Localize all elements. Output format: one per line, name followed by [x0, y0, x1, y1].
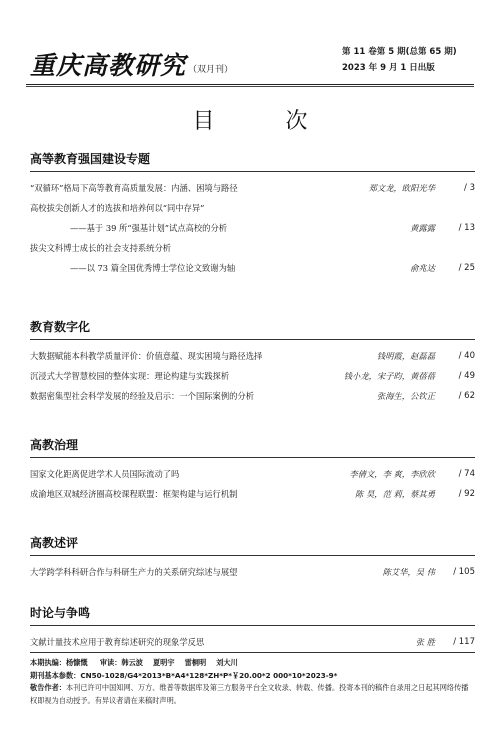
toc-entry	[30, 178, 475, 198]
entry-title: “双循环”格局下高等教育高质量发展：内涵、困境与路径	[30, 183, 238, 193]
params-label: 期刊基本参数：	[30, 670, 81, 680]
entry-page-number: / 13	[458, 223, 475, 233]
editor-name: 杨慷慨	[65, 658, 88, 667]
entry-title: ——基于 39 所“强基计划”试点高校的分析	[70, 223, 228, 233]
toc-entry-subtitle	[30, 258, 475, 278]
entry-title: 国家文化距离促进学术人员国际流动了吗	[30, 469, 180, 479]
section-title: 高教治理	[30, 436, 475, 458]
issue-volume: 第 11 卷第 5 期(总第 65 期)	[342, 47, 457, 57]
toc-section	[30, 436, 475, 504]
masthead-rule-thin	[26, 86, 474, 87]
entry-title: 大学跨学科科研合作与科研生产力的关系研究综述与展望	[30, 567, 238, 577]
section-title: 高等教育强国建设专题	[30, 150, 475, 172]
toc-entry	[30, 484, 475, 504]
entry-title: 文献计量技术应用于教育综述研究的现象学反思	[30, 637, 205, 647]
entry-author: 张海生，公钦正	[376, 391, 435, 401]
entry-title: 高校拔尖创新人才的选拔和培养何以“同中存异”	[30, 203, 205, 213]
toc-section	[30, 534, 475, 582]
staff-row	[30, 657, 475, 670]
journal-title: 重庆高教研究	[30, 51, 187, 80]
entry-title: ——以 73 篇全国优秀博士学位论文致谢为轴	[70, 263, 236, 273]
toc-entry	[30, 238, 475, 258]
section-title: 时论与争鸣	[30, 604, 475, 626]
toc-heading: 目 次	[192, 109, 340, 134]
toc-entry	[30, 562, 475, 582]
toc-entry	[30, 632, 475, 652]
reviewer-name: 刘大川	[216, 658, 238, 667]
entry-page-number: / 62	[458, 391, 475, 401]
reviewer-label: 审读：	[99, 658, 122, 667]
entry-page-number: / 117	[453, 637, 475, 647]
entry-title: 数据密集型社会科学发展的经验及启示：一个国际案例的分析	[30, 391, 255, 401]
entry-author: 李倩文，李 爽，李欣欣	[349, 469, 435, 479]
issue-date: 2023 年 9 月 1 日出版	[342, 63, 435, 73]
toc-entry	[30, 386, 475, 406]
colophon	[30, 652, 475, 707]
masthead-rule	[26, 84, 474, 85]
toc-entry	[30, 346, 475, 366]
issue-info	[342, 44, 470, 76]
entry-author: 俞兆达	[410, 263, 435, 273]
entry-page-number: / 40	[458, 351, 475, 361]
entry-page-number: / 92	[458, 489, 475, 499]
params-row	[30, 670, 475, 683]
toc-entry-subtitle	[30, 218, 475, 238]
section-title: 高教述评	[30, 534, 475, 556]
reviewer-name: 夏明宇	[152, 658, 175, 667]
toc-entry	[30, 198, 475, 218]
publication-frequency: （双月刊）	[188, 65, 234, 75]
masthead	[30, 40, 470, 84]
notice-label: 敬告作者：	[30, 683, 66, 692]
entry-author: 张 胜	[415, 637, 435, 647]
toc-section	[30, 604, 475, 652]
toc-entry	[30, 464, 475, 484]
entry-page-number: / 105	[453, 567, 475, 577]
entry-author: 郑文龙，欧阳光华	[368, 183, 435, 193]
entry-author: 钱小龙，宋子昀，黄蓓蓓	[343, 371, 435, 381]
editor-label: 本期执编：	[30, 658, 66, 667]
notice-row	[30, 682, 475, 707]
reviewer-name: 韩云波	[121, 658, 143, 667]
entry-title: 沉浸式大学智慧校园的整体实现：理论构建与实践探析	[30, 371, 230, 381]
section-title: 教育数字化	[30, 318, 475, 340]
toc-section	[30, 150, 475, 278]
params-value: CN50-1028/G4*2013*B*A4*128*ZH*P*￥20.00*2 000*10*2023-9*	[80, 670, 338, 680]
entry-title: 成渝地区双城经济圈高校课程联盟：框架构建与运行机制	[30, 489, 238, 499]
entry-page-number: / 3	[464, 183, 475, 193]
entry-author: 黄露露	[410, 223, 435, 233]
entry-title: 拔尖文科博士成长的社会支持系统分析	[30, 243, 172, 253]
entry-author: 陈 昊，范 莉，蔡其勇	[355, 489, 435, 499]
entry-author: 钱明霞，赵磊磊	[376, 351, 435, 361]
entry-title: 大数据赋能本科教学质量评价：价值意蕴、现实困境与路径选择	[30, 351, 263, 361]
entry-author: 陈艾华，吴 伟	[382, 567, 435, 577]
entry-page-number: / 25	[458, 263, 475, 273]
entry-page-number: / 49	[458, 371, 475, 381]
entry-page-number: / 74	[458, 469, 475, 479]
reviewer-name: 雷桐明	[184, 658, 207, 667]
notice-text: 本刊已许可中国知网、万方、维普等数据库及第三方服务平台全文收录、转载、传播。投寄本刊的稿件自录用之日起其网络传播权即视为自动授予。有异议者请在来稿时声明。	[30, 683, 469, 705]
toc-entry	[30, 366, 475, 386]
toc-section	[30, 318, 475, 406]
